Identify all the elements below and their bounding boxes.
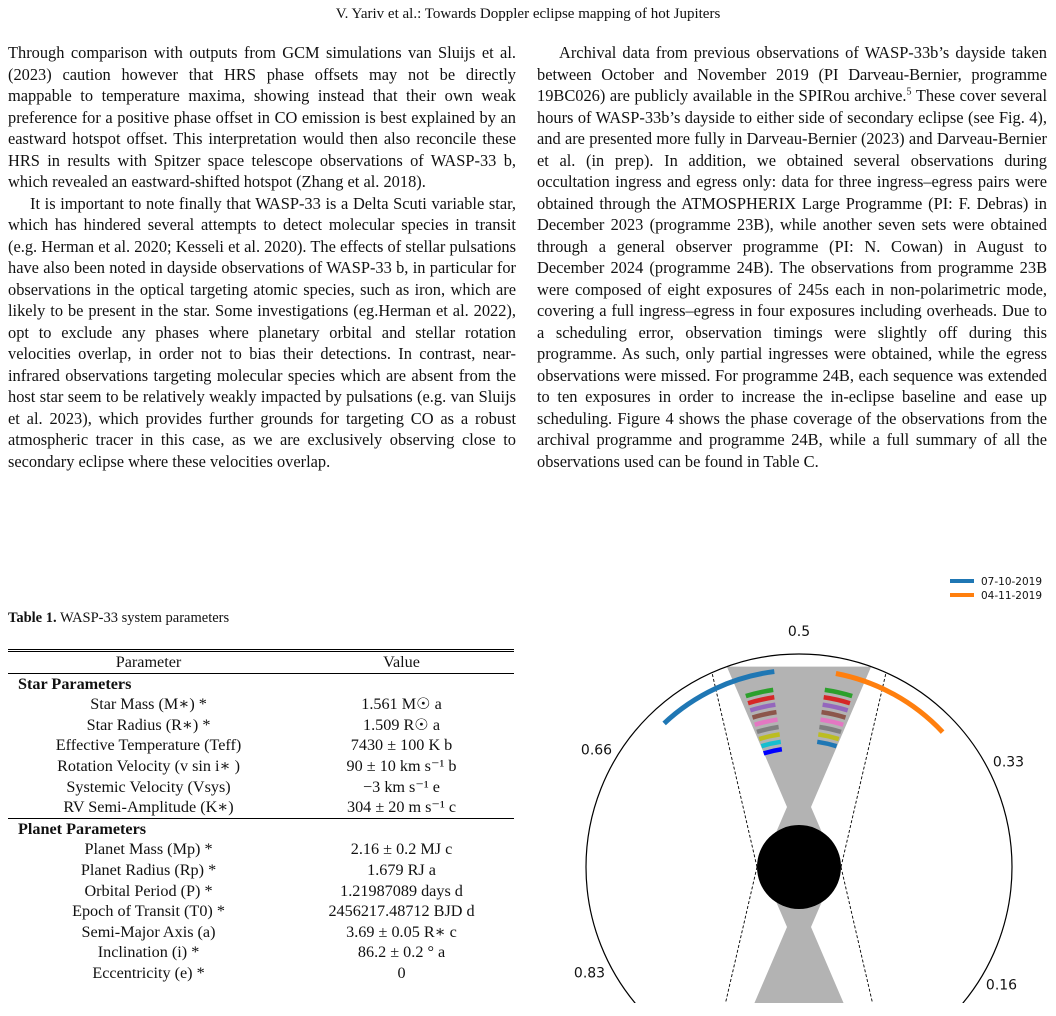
footnote-marker[interactable]: 5 [906,86,912,98]
row-param: Orbital Period (P) * [84,881,213,900]
row-value: 1.21987089 days d [340,881,463,900]
phase-label: 0.83 [574,965,606,982]
row-param: Systemic Velocity (Vsys) [66,777,231,796]
table-row [8,881,514,902]
row-param: Planet Mass (Mp) * [84,840,213,859]
table-row [8,797,514,818]
table-row [8,963,514,984]
row-value: 1.561 M☉ a [361,695,442,714]
phase-coverage-chart [574,573,1056,1003]
row-param: Inclination (i) * [97,943,200,962]
row-value: 304 ± 20 m s⁻¹ c [346,798,457,817]
table-row [8,715,514,736]
table-header-row [8,651,514,674]
row-value: 2.16 ± 0.2 MJ c [350,840,453,859]
phase-label: 0.5 [787,624,811,640]
table-row [8,860,514,881]
table-caption-text: WASP-33 system parameters [56,610,230,626]
section-planet [8,818,514,839]
section-planet-label: Planet Parameters [8,818,514,839]
row-param: Planet Radius (Rp) * [80,860,217,879]
section-star [8,673,514,694]
row-value: 90 ± 10 km s⁻¹ b [346,756,457,775]
table-row [8,942,514,963]
header-value: Value [289,651,514,674]
row-value: 2456217.48712 BJD d [328,902,475,921]
row-value: 7430 ± 100 K b [350,736,453,755]
row-value: 0 [397,963,406,982]
row-value: −3 km s⁻¹ e [363,777,440,796]
system-parameters-table [8,649,514,984]
eclipse-boundary-line [841,867,886,1003]
table-row [8,922,514,943]
table-row [8,735,514,756]
left-paragraph-1: Through comparison with outputs from GCM simulations van Sluijs et al. (2023) caution however that HRS phase offsets may not be directly mappable to temperature maxima, showing instead that their own weak preference for a positive phase offset in CO emission is best explained by an eastward hotspot offset. This interpretation would then also reconcile these HRS in results with Spitzer space telescope observations of WASP-33 b, which revealed an eastward-shifted hotspot (Zhang et al. 2018). [8,43,516,191]
row-value: 3.69 ± 0.05 R∗ c [346,922,457,941]
right-column [537,42,1047,472]
table-row [8,777,514,798]
row-value: 1.679 RJ a [367,860,436,879]
row-param: Effective Temperature (Teff) [55,736,242,755]
row-param: Semi-Major Axis (a) [81,922,216,941]
legend-label: 04-11-2019 [981,590,1043,602]
phase-label: 0.16 [985,977,1018,994]
star-disk [757,825,841,909]
right-paragraph-1-part-a: Archival data from previous observations of WASP-33b’s dayside taken between October and November 2019 (PI Darveau-Bernier, programme 19BC026) are publicly available in the SPIRou archive. [537,43,1047,105]
right-paragraph-1 [537,42,1047,472]
row-value: 86.2 ± 0.2 ° a [357,943,446,962]
section-star-label: Star Parameters [18,674,132,693]
right-paragraph-1-part-b: These cover several hours of WASP-33b’s dayside to either side of secondary eclipse (see Fig. 4), and are presented more fully in Darveau-Bernier (2023) and Darveau-Bernier et al. (in prep). In addition, we obtained several observations during occultation ingress and egress only: data for three ingress–egress pairs were obtained through the ATMOSPHERIX Large Programme (PI: F. Debras) in December 2023 (programme 23B), while another seven sets were obtained through a general observer programme (PI: N. Cowan) in August to December 2024 (programme 24B). The observations from programme 23B were composed of eight exposures of 245s each in non-polarimetric mode, covering a full ingress–egress in four exposures including overheads. Due to a scheduling error, observation timings were slightly off during this programme. As such, only partial ingresses were obtained, while the egress observations were missed. For programme 24B, each sequence was extended to ten exposures in order to increase the in-eclipse baseline and ease up scheduling. Figure 4 shows the phase coverage of the observations from the archival programme and programme 24B, while a full summary of all the observations used can be found in Table C. [537,86,1047,471]
running-head: V. Yariv et al.: Towards Doppler eclipse mapping of hot Jupiters [335,6,721,22]
phase-label: 0.66 [580,742,613,759]
row-param: Epoch of Transit (T0) * [72,902,225,921]
table-row [8,756,514,777]
row-param: Star Mass (M∗) * [90,695,207,714]
table-caption [8,610,229,627]
table-row [8,839,514,860]
row-param: Rotation Velocity (v sin i∗ ) [57,756,240,775]
table-row [8,694,514,715]
row-param: Eccentricity (e) * [92,963,205,982]
row-param: RV Semi-Amplitude (K∗) [63,798,234,817]
header-parameter: Parameter [8,651,289,674]
left-column [8,42,516,472]
phase-label: 0.33 [992,754,1025,771]
table-caption-label: Table 1. [8,610,57,626]
phase-coverage-figure [574,573,1056,1003]
row-param: Star Radius (R∗) * [86,715,211,734]
legend-label: 07-10-2019 [981,576,1043,588]
row-value: 1.509 R☉ a [363,715,441,734]
left-paragraph-2: It is important to note finally that WASP-33 is a Delta Scuti variable star, which has hindered several attempts to detect molecular species in transit (e.g. Herman et al. 2020; Kesseli et al. 2020). The effects of stellar pulsations have also been noted in dayside observations of WASP-33 b, in particular for observations in the optical targeting atomic species, such as iron, which are likely to be present in the star. Some investigations (eg.Herman et al. 2022), opt to exclude any phases where planetary orbital and stellar rotation velocities overlap, in order not to bias their detections. In contrast, near-infrared observations targeting molecular species which are absent from the host star seem to be relatively weakly impacted by pulsations (e.g. van Sluijs et al. 2023), which provides further grounds for targeting CO as a robust atmospheric tracer in this case, as we are exclusively observing close to secondary eclipse where these velocities overlap. [8,193,516,471]
table-row [8,901,514,922]
eclipse-boundary-line [712,867,757,1003]
